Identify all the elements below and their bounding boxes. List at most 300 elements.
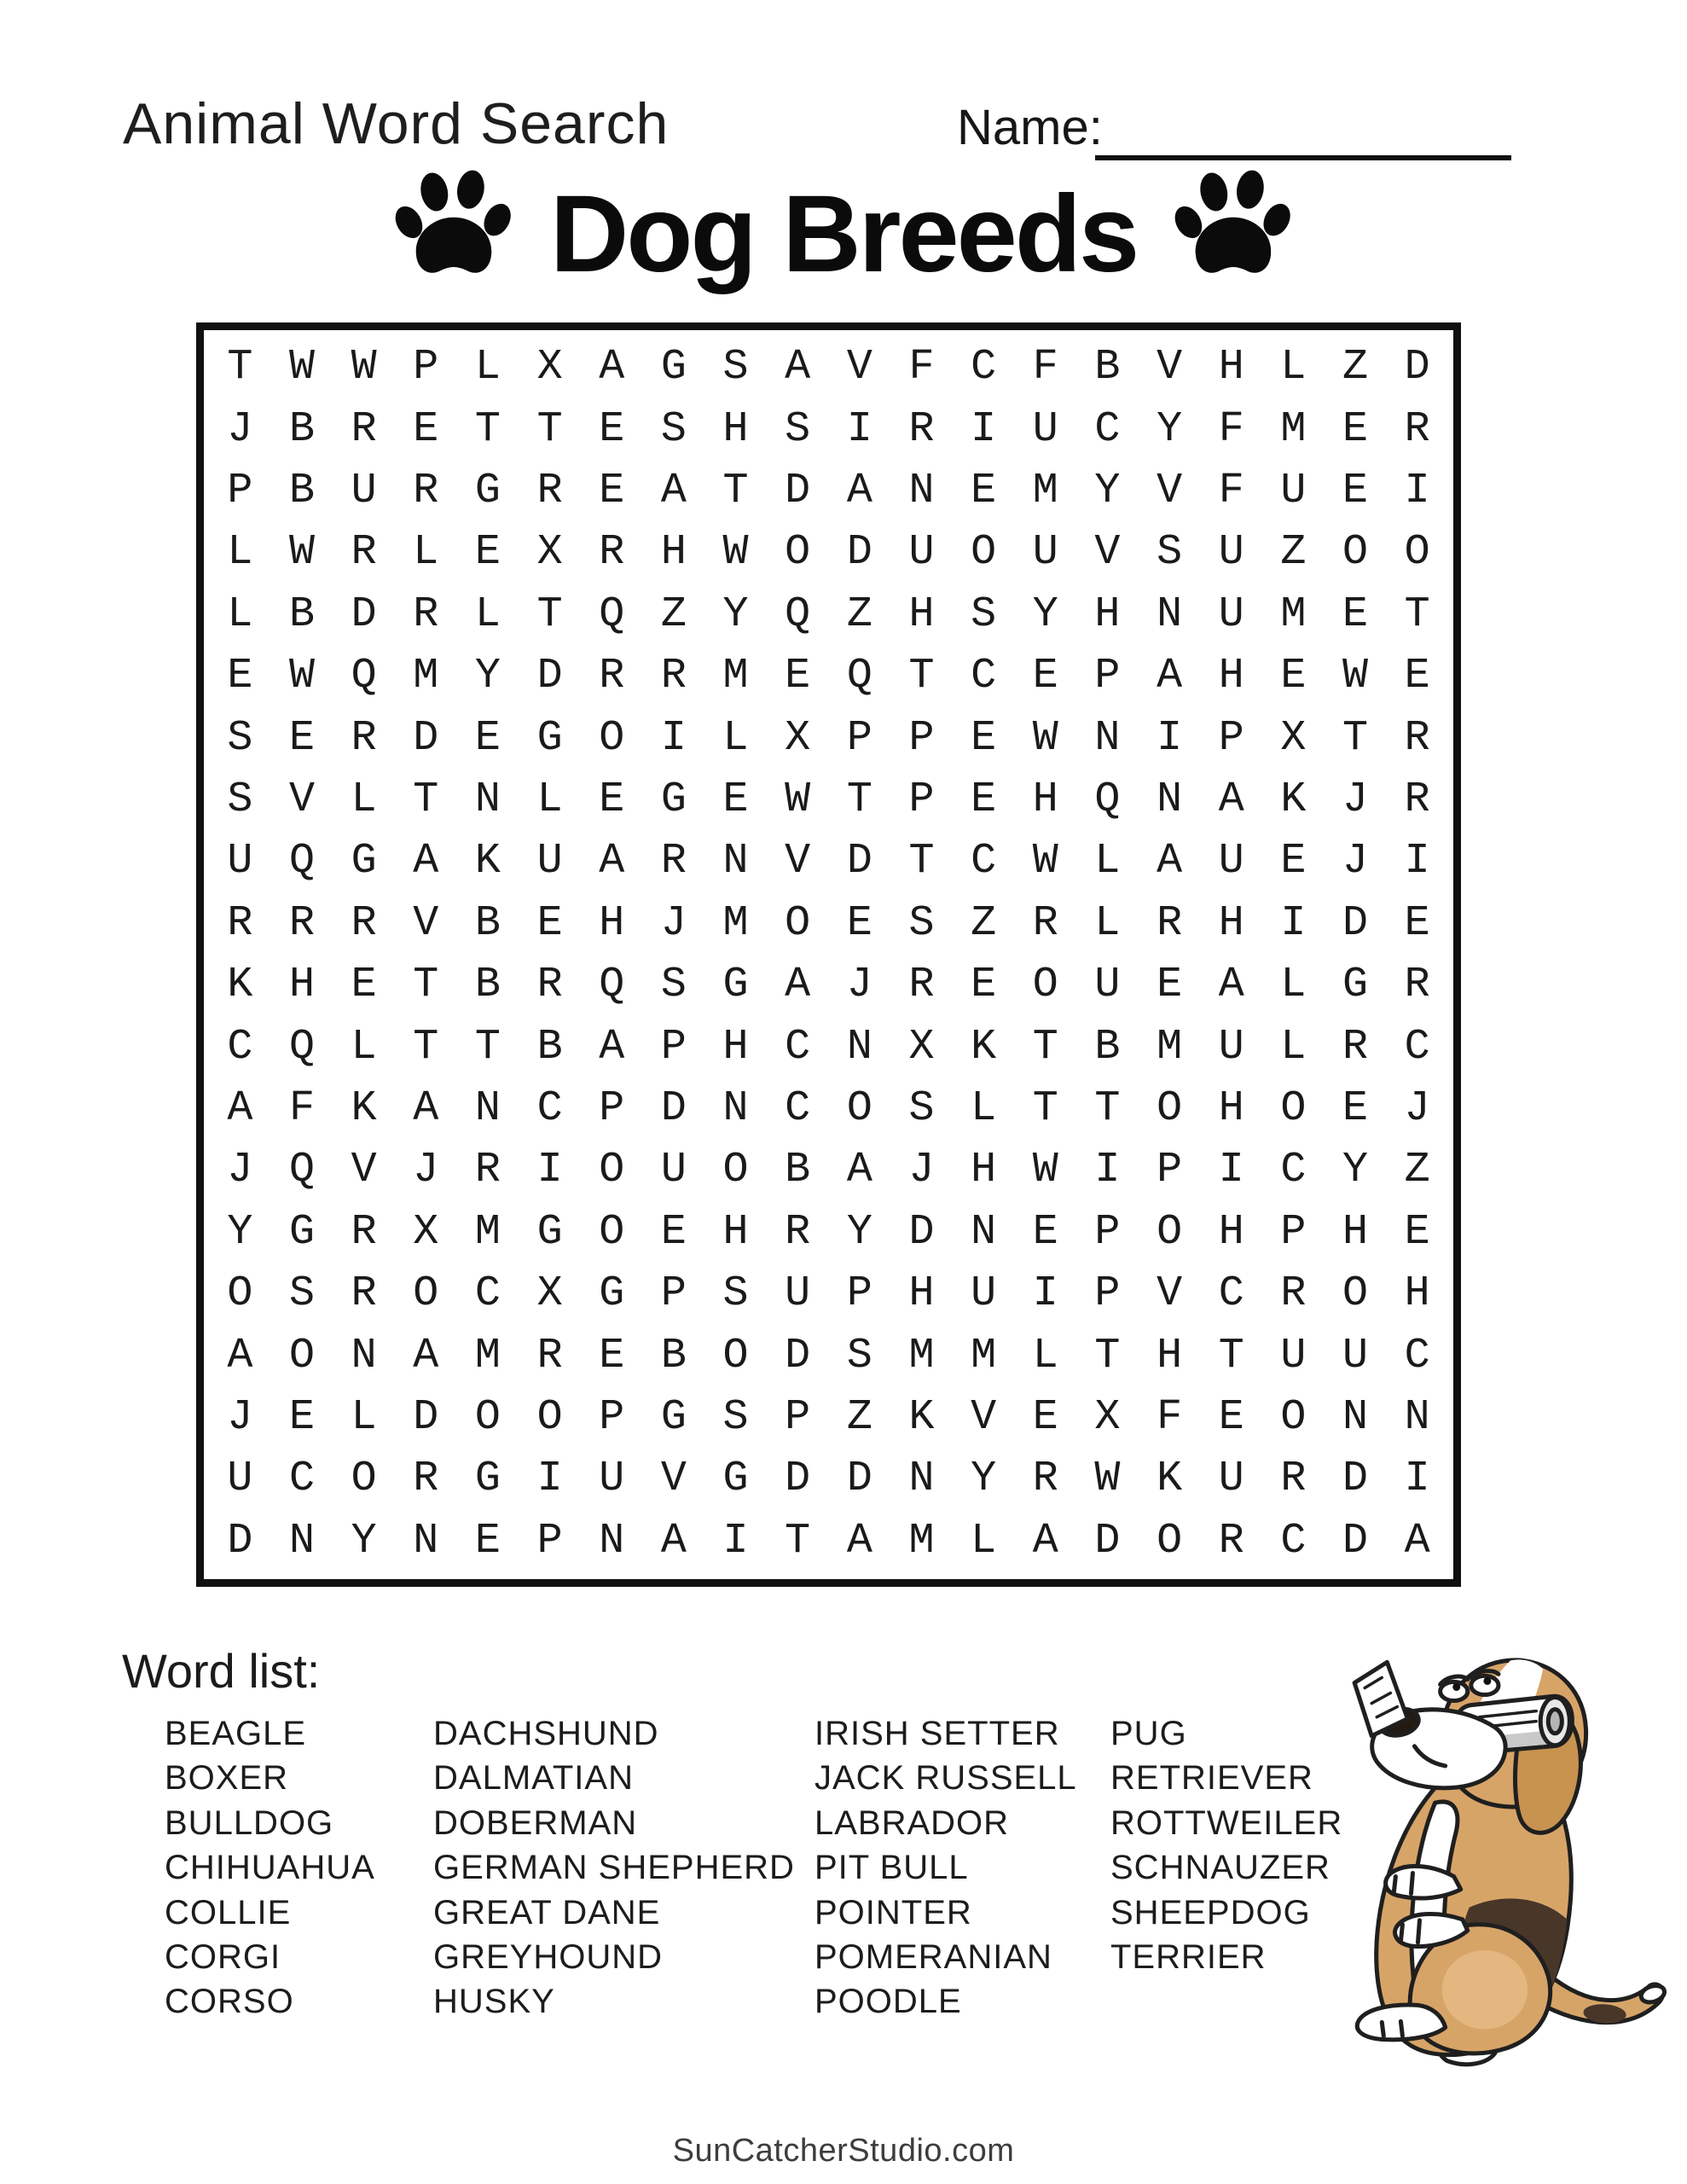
grid-letter: B: [1094, 343, 1121, 392]
word-list-label: Word list:: [122, 1644, 321, 1698]
word-list-item: POODLE: [815, 1983, 962, 2021]
grid-letter: R: [1280, 1269, 1307, 1319]
grid-letter: D: [785, 466, 811, 515]
name-label: Name:: [957, 100, 1103, 155]
grid-letter: Q: [1094, 775, 1121, 824]
grid-letter: P: [660, 1022, 687, 1072]
word-list-column: [815, 1711, 1077, 2024]
grid-letter: V: [1157, 1269, 1183, 1319]
grid-letter: L: [474, 590, 501, 639]
grid-letter: T: [785, 1516, 811, 1565]
word-list-item: SHEEPDOG: [1110, 1893, 1311, 1931]
grid-letter: O: [1157, 1516, 1183, 1565]
grid-letter: V: [846, 343, 872, 392]
word-list-item: GERMAN SHEPHERD: [433, 1849, 795, 1887]
grid-letter: D: [908, 1207, 935, 1257]
grid-letter: J: [1342, 837, 1369, 886]
grid-letter: E: [288, 1392, 315, 1442]
grid-letter: Z: [1280, 528, 1307, 578]
grid-letter: F: [1157, 1392, 1183, 1442]
grid-letter: O: [599, 713, 625, 763]
grid-letter: D: [785, 1455, 811, 1504]
grid-letter: P: [846, 1269, 872, 1319]
grid-letter: F: [908, 343, 935, 392]
grid-letter: E: [1032, 1207, 1058, 1257]
grid-letter: D: [351, 590, 377, 639]
grid-letter: I: [846, 404, 872, 454]
grid-letter: J: [227, 1392, 253, 1442]
grid-letter: J: [1404, 1083, 1430, 1133]
grid-letter: A: [1218, 775, 1244, 824]
grid-letter: Y: [1342, 1146, 1369, 1195]
grid-letter: U: [227, 1455, 253, 1504]
grid-letter: H: [660, 528, 687, 578]
grid-letter: W: [785, 775, 811, 824]
grid-letter: G: [474, 466, 501, 515]
grid-letter: G: [536, 713, 563, 763]
grid-letter: S: [227, 775, 253, 824]
grid-letter: Z: [1342, 343, 1369, 392]
grid-letter: O: [1157, 1083, 1183, 1133]
word-list-item: DACHSHUND: [433, 1715, 659, 1752]
grid-letter: S: [785, 404, 811, 454]
grid-letter: R: [227, 898, 253, 948]
grid-letter: T: [846, 775, 872, 824]
grid-letter: K: [474, 837, 501, 886]
grid-letter: W: [1342, 652, 1369, 701]
grid-letter: N: [351, 1331, 377, 1380]
grid-letter: M: [1032, 466, 1058, 515]
grid-letter: D: [660, 1083, 687, 1133]
grid-letter: R: [351, 1269, 377, 1319]
grid-letter: W: [288, 652, 315, 701]
grid-letter: U: [1218, 528, 1244, 578]
grid-letter: X: [908, 1022, 935, 1072]
grid-letter: N: [908, 1455, 935, 1504]
grid-letter: N: [1157, 775, 1183, 824]
grid-letter: O: [722, 1331, 749, 1380]
grid-letter: E: [1218, 1392, 1244, 1442]
grid-letter: T: [908, 652, 935, 701]
grid-letter: E: [599, 404, 625, 454]
word-list-column: [165, 1711, 375, 2024]
grid-letter: U: [351, 466, 377, 515]
word-list-item: BEAGLE: [165, 1715, 307, 1752]
grid-letter: D: [413, 713, 439, 763]
grid-letter: G: [599, 1269, 625, 1319]
grid-letter: A: [660, 1516, 687, 1565]
grid-letter: D: [413, 1392, 439, 1442]
grid-letter: D: [1342, 1516, 1369, 1565]
grid-letter: U: [1280, 1331, 1307, 1380]
grid-letter: E: [474, 713, 501, 763]
grid-letter: R: [536, 961, 563, 1010]
grid-letter: I: [1032, 1269, 1058, 1319]
grid-letter: O: [785, 528, 811, 578]
grid-letter: M: [722, 898, 749, 948]
grid-letter: P: [908, 775, 935, 824]
grid-letter: K: [1280, 775, 1307, 824]
grid-letter: H: [1157, 1331, 1183, 1380]
grid-letter: A: [1157, 837, 1183, 886]
word-list-item: SCHNAUZER: [1110, 1849, 1330, 1887]
grid-letter: B: [288, 404, 315, 454]
paw-print-icon: [1173, 169, 1294, 290]
grid-letter: N: [599, 1516, 625, 1565]
word-list-item: PUG: [1110, 1715, 1187, 1752]
grid-letter: Q: [288, 1022, 315, 1072]
grid-letter: E: [1280, 837, 1307, 886]
grid-letter: Q: [599, 590, 625, 639]
name-blank-line: [1095, 155, 1511, 160]
grid-letter: H: [599, 898, 625, 948]
grid-letter: V: [1094, 528, 1121, 578]
grid-letter: O: [351, 1455, 377, 1504]
grid-letter: R: [1032, 898, 1058, 948]
grid-letter: A: [599, 343, 625, 392]
grid-letter: N: [846, 1022, 872, 1072]
grid-letter: E: [1342, 466, 1369, 515]
grid-letter: O: [536, 1392, 563, 1442]
grid-letter: I: [1404, 1455, 1430, 1504]
grid-letter: C: [288, 1455, 315, 1504]
grid-letter: R: [1342, 1022, 1369, 1072]
grid-letter: R: [1404, 775, 1430, 824]
grid-letter: A: [1032, 1516, 1058, 1565]
grid-letter: K: [351, 1083, 377, 1133]
grid-letter: L: [1280, 961, 1307, 1010]
grid-letter: O: [785, 898, 811, 948]
grid-letter: N: [1094, 713, 1121, 763]
grid-letter: B: [1094, 1022, 1121, 1072]
grid-letter: Z: [846, 1392, 872, 1442]
grid-letter: P: [1094, 652, 1121, 701]
grid-letter: J: [413, 1146, 439, 1195]
grid-letter: L: [1094, 837, 1121, 886]
word-list-item: CORGI: [165, 1938, 281, 1977]
grid-letter: W: [1032, 1146, 1058, 1195]
grid-letter: U: [1032, 528, 1058, 578]
grid-letter: M: [1157, 1022, 1183, 1072]
word-list-item: POINTER: [815, 1893, 972, 1931]
grid-letter: U: [1342, 1331, 1369, 1380]
grid-letter: S: [722, 1269, 749, 1319]
grid-letter: Z: [1404, 1146, 1430, 1195]
grid-letter: E: [1032, 1392, 1058, 1442]
grid-letter: U: [1218, 837, 1244, 886]
grid-letter: Q: [288, 1146, 315, 1195]
grid-letter: G: [474, 1455, 501, 1504]
grid-letter: K: [227, 961, 253, 1010]
grid-letter: R: [1280, 1455, 1307, 1504]
grid-letter: J: [227, 1146, 253, 1195]
puzzle-title: Dog Breeds: [549, 173, 1138, 295]
puzzle-title-row: [0, 174, 1687, 295]
grid-letter: L: [971, 1083, 997, 1133]
grid-letter: R: [351, 898, 377, 948]
grid-letter: E: [785, 652, 811, 701]
grid-letter: A: [1404, 1516, 1430, 1565]
grid-letter: A: [846, 466, 872, 515]
grid-letter: O: [599, 1207, 625, 1257]
grid-letter: R: [288, 898, 315, 948]
grid-letter: C: [227, 1022, 253, 1072]
grid-letter: R: [908, 961, 935, 1010]
grid-letter: Y: [351, 1516, 377, 1565]
grid-letter: H: [971, 1146, 997, 1195]
grid-letter: O: [413, 1269, 439, 1319]
grid-letter: N: [474, 775, 501, 824]
grid-letter: L: [1094, 898, 1121, 948]
grid-letter: W: [288, 343, 315, 392]
word-list-item: CHIHUAHUA: [165, 1849, 375, 1887]
grid-letter: Y: [1032, 590, 1058, 639]
grid-letter: Z: [971, 898, 997, 948]
grid-letter: E: [288, 713, 315, 763]
grid-letter: A: [599, 1022, 625, 1072]
grid-letter: E: [1342, 1083, 1369, 1133]
grid-letter: L: [971, 1516, 997, 1565]
grid-letter: O: [288, 1331, 315, 1380]
grid-letter: H: [1218, 1083, 1244, 1133]
grid-letter: R: [785, 1207, 811, 1257]
grid-letter: S: [908, 898, 935, 948]
grid-letter: D: [1094, 1516, 1121, 1565]
grid-letter: L: [536, 775, 563, 824]
grid-letter: S: [227, 713, 253, 763]
grid-letter: C: [1404, 1022, 1430, 1072]
grid-letter: T: [474, 1022, 501, 1072]
grid-letter: I: [1157, 713, 1183, 763]
grid-letter: I: [536, 1455, 563, 1504]
grid-letter: C: [474, 1269, 501, 1319]
grid-letter: B: [536, 1022, 563, 1072]
grid-letter: Y: [722, 590, 749, 639]
grid-letter: H: [908, 1269, 935, 1319]
grid-letter: R: [908, 404, 935, 454]
grid-letter: A: [413, 1083, 439, 1133]
grid-letter: R: [1404, 961, 1430, 1010]
grid-letter: U: [1218, 1455, 1244, 1504]
grid-letter: R: [1157, 898, 1183, 948]
grid-letter: G: [1342, 961, 1369, 1010]
grid-letter: A: [1157, 652, 1183, 701]
grid-letter: E: [1404, 1207, 1430, 1257]
grid-letter: C: [1280, 1146, 1307, 1195]
word-list-item: DOBERMAN: [433, 1804, 638, 1842]
grid-letter: P: [536, 1516, 563, 1565]
grid-letter: A: [227, 1331, 253, 1380]
grid-letter: N: [1157, 590, 1183, 639]
grid-letter: M: [908, 1516, 935, 1565]
grid-letter: K: [971, 1022, 997, 1072]
grid-letter: U: [599, 1455, 625, 1504]
word-list-column: [433, 1711, 795, 2024]
grid-letter: O: [1342, 1269, 1369, 1319]
footer-site-text: SunCatcherStudio.com: [672, 2133, 1015, 2169]
grid-letter: T: [1342, 713, 1369, 763]
grid-letter: C: [971, 837, 997, 886]
grid-letter: N: [474, 1083, 501, 1133]
grid-letter: L: [351, 1022, 377, 1072]
grid-letter: L: [351, 775, 377, 824]
grid-letter: H: [1032, 775, 1058, 824]
grid-letter: D: [1342, 898, 1369, 948]
grid-letter: T: [1032, 1022, 1058, 1072]
grid-letter: E: [413, 404, 439, 454]
word-list-item: COLLIE: [165, 1893, 292, 1931]
grid-letter: F: [1218, 404, 1244, 454]
grid-letter: M: [1280, 404, 1307, 454]
grid-letter: W: [1032, 713, 1058, 763]
grid-letter: S: [288, 1269, 315, 1319]
grid-letter: P: [660, 1269, 687, 1319]
grid-letter: R: [413, 590, 439, 639]
grid-letter: U: [1094, 961, 1121, 1010]
grid-letter: U: [1218, 1022, 1244, 1072]
grid-letter: O: [722, 1146, 749, 1195]
grid-letter: M: [474, 1207, 501, 1257]
grid-letter: E: [846, 898, 872, 948]
grid-letter: A: [846, 1146, 872, 1195]
grid-letter: U: [1032, 404, 1058, 454]
grid-letter: L: [722, 713, 749, 763]
grid-letter: E: [474, 1516, 501, 1565]
grid-letter: G: [660, 343, 687, 392]
grid-letter: T: [227, 343, 253, 392]
grid-letter: H: [1218, 1207, 1244, 1257]
grid-letter: V: [971, 1392, 997, 1442]
grid-letter: I: [1094, 1146, 1121, 1195]
grid-letter: R: [1404, 404, 1430, 454]
grid-letter: L: [227, 590, 253, 639]
grid-letter: B: [785, 1146, 811, 1195]
grid-letter: D: [227, 1516, 253, 1565]
grid-letter: A: [785, 343, 811, 392]
grid-letter: M: [1280, 590, 1307, 639]
grid-letter: H: [1342, 1207, 1369, 1257]
grid-letter: T: [1094, 1331, 1121, 1380]
grid-letter: I: [722, 1516, 749, 1565]
grid-letter: E: [971, 961, 997, 1010]
grid-letter: H: [1218, 898, 1244, 948]
grid-letter: Q: [351, 652, 377, 701]
grid-letter: V: [351, 1146, 377, 1195]
grid-letter: J: [660, 898, 687, 948]
grid-letter: T: [722, 466, 749, 515]
grid-letter: U: [785, 1269, 811, 1319]
grid-letter: P: [227, 466, 253, 515]
grid-letter: W: [722, 528, 749, 578]
grid-letter: R: [474, 1146, 501, 1195]
grid-letter: T: [536, 590, 563, 639]
grid-letter: R: [413, 1455, 439, 1504]
grid-letter: T: [1218, 1331, 1244, 1380]
grid-letter: E: [474, 528, 501, 578]
grid-letter: T: [413, 775, 439, 824]
grid-letter: O: [1342, 528, 1369, 578]
grid-letter: N: [413, 1516, 439, 1565]
grid-letter: A: [413, 837, 439, 886]
grid-letter: Q: [288, 837, 315, 886]
word-list-item: HUSKY: [433, 1983, 555, 2021]
grid-letter: R: [536, 1331, 563, 1380]
grid-letter: L: [1032, 1331, 1058, 1380]
grid-letter: H: [288, 961, 315, 1010]
grid-letter: D: [846, 837, 872, 886]
grid-letter: V: [288, 775, 315, 824]
grid-letter: O: [1280, 1392, 1307, 1442]
grid-letter: Q: [846, 652, 872, 701]
grid-letter: M: [413, 652, 439, 701]
grid-letter: O: [1280, 1083, 1307, 1133]
grid-letter: Z: [846, 590, 872, 639]
grid-letter: L: [413, 528, 439, 578]
grid-letter: T: [413, 961, 439, 1010]
word-list-item: PIT BULL: [815, 1849, 969, 1887]
grid-letter: U: [660, 1146, 687, 1195]
grid-letter: I: [1280, 898, 1307, 948]
grid-letter: G: [660, 1392, 687, 1442]
word-list-item: CORSO: [165, 1983, 294, 2021]
grid-letter: O: [1404, 528, 1430, 578]
grid-letter: S: [908, 1083, 935, 1133]
grid-letter: G: [351, 837, 377, 886]
grid-letter: E: [1280, 652, 1307, 701]
grid-letter: P: [1280, 1207, 1307, 1257]
grid-letter: N: [1404, 1392, 1430, 1442]
grid-letter: X: [1094, 1392, 1121, 1442]
grid-letter: W: [288, 528, 315, 578]
grid-letter: P: [1094, 1207, 1121, 1257]
grid-letter: O: [599, 1146, 625, 1195]
grid-letter: G: [722, 961, 749, 1010]
grid-letter: U: [1280, 466, 1307, 515]
grid-letter: S: [846, 1331, 872, 1380]
grid-letter: D: [1342, 1455, 1369, 1504]
grid-letter: Y: [227, 1207, 253, 1257]
grid-letter: K: [908, 1392, 935, 1442]
word-list-column: [1110, 1711, 1342, 1979]
grid-letter: V: [1157, 343, 1183, 392]
grid-letter: L: [474, 343, 501, 392]
grid-letter: W: [1032, 837, 1058, 886]
grid-letter: S: [660, 961, 687, 1010]
grid-letter: T: [474, 404, 501, 454]
grid-letter: P: [1094, 1269, 1121, 1319]
grid-letter: T: [1094, 1083, 1121, 1133]
grid-letter: H: [1404, 1269, 1430, 1319]
grid-letter: T: [908, 837, 935, 886]
grid-letter: G: [536, 1207, 563, 1257]
grid-letter: N: [288, 1516, 315, 1565]
grid-letter: C: [971, 343, 997, 392]
grid-letter: T: [1404, 590, 1430, 639]
word-list-item: LABRADOR: [815, 1804, 1010, 1842]
grid-letter: I: [536, 1146, 563, 1195]
paw-print-icon: [393, 169, 514, 290]
grid-letter: N: [971, 1207, 997, 1257]
grid-letter: W: [351, 343, 377, 392]
grid-letter: B: [660, 1331, 687, 1380]
grid-letter: H: [722, 404, 749, 454]
grid-letter: H: [722, 1207, 749, 1257]
grid-letter: Y: [971, 1455, 997, 1504]
grid-letter: U: [536, 837, 563, 886]
grid-letter: R: [660, 652, 687, 701]
grid-letter: I: [1218, 1146, 1244, 1195]
word-list-item: GREAT DANE: [433, 1893, 661, 1931]
